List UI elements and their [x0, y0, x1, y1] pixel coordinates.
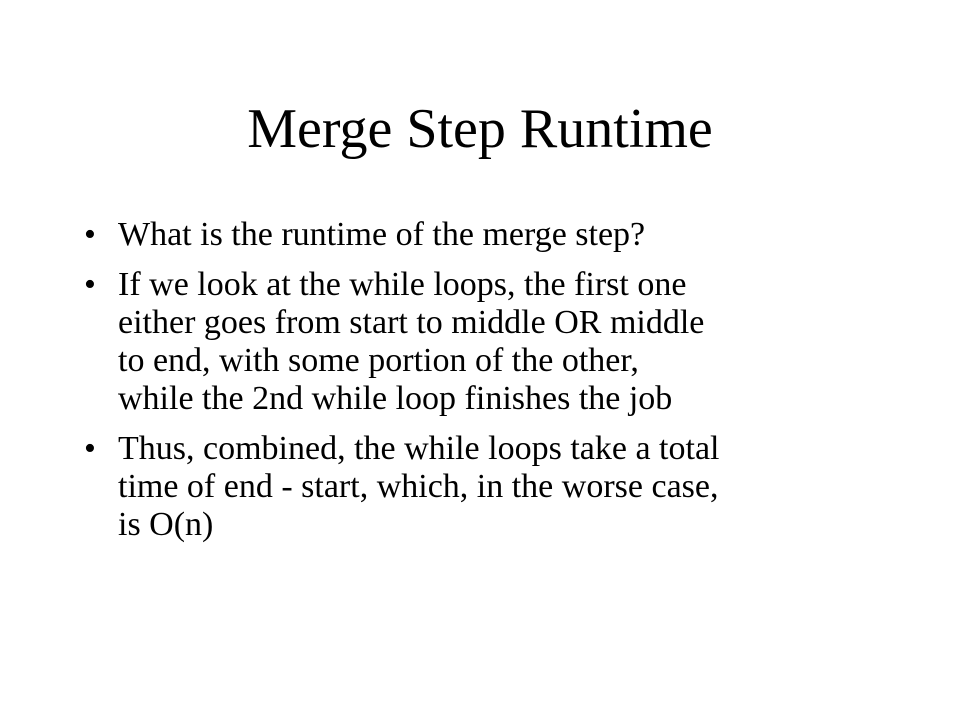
bullet-marker: •	[84, 430, 96, 467]
bullet-item	[80, 430, 900, 544]
bullet-text-line: What is the runtime of the merge step?	[118, 216, 646, 253]
bullet-text-line: time of end - start, which, in the worse case,	[118, 468, 719, 505]
bullet-marker: •	[84, 216, 96, 253]
bullet-item	[80, 216, 900, 254]
bullet-text-line: If we look at the while loops, the first one	[118, 266, 687, 303]
bullet-text-line: is O(n)	[118, 506, 214, 543]
slide-title: Merge Step Runtime	[247, 98, 713, 160]
bullet-text-line: Thus, combined, the while loops take a total	[118, 430, 720, 467]
bullet-text-line: while the 2nd while loop finishes the job	[118, 380, 673, 417]
bullet-list	[80, 216, 900, 556]
bullet-text-line: either goes from start to middle OR middle	[118, 304, 705, 341]
bullet-item	[80, 266, 900, 418]
bullet-text-line: to end, with some portion of the other,	[118, 342, 639, 379]
bullet-marker: •	[84, 266, 96, 303]
